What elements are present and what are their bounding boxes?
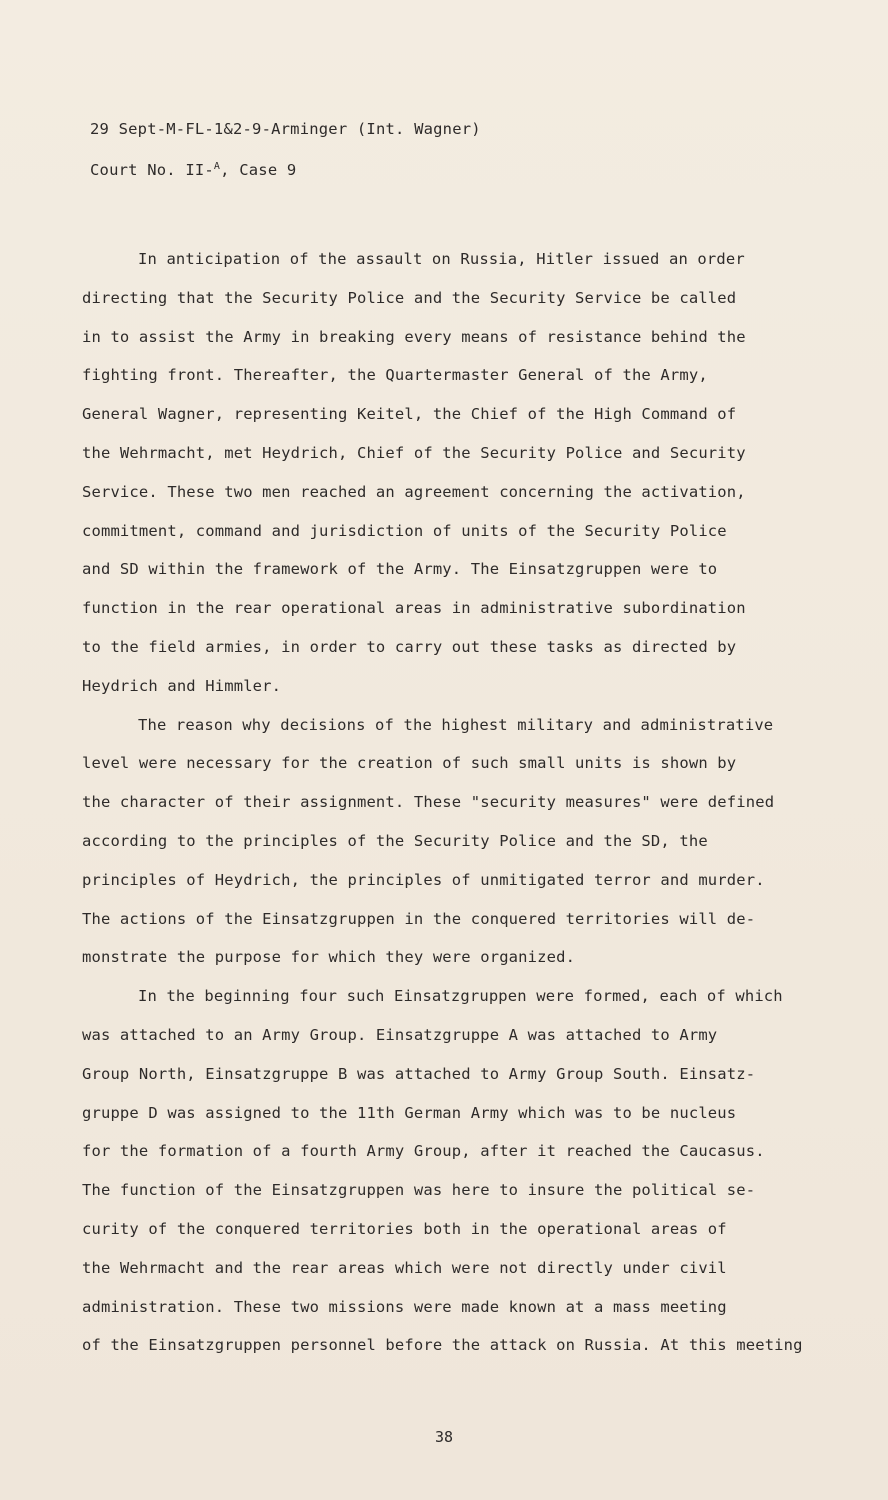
- text-line: In anticipation of the assault on Russia, Hitler issued an order: [138, 250, 745, 268]
- text-line: the character of their assignment. These "security measures" were defined: [82, 793, 775, 812]
- text-line: in to assist the Army in breaking every means of resistance behind the: [82, 327, 746, 346]
- text-line: to the field armies, in order to carry out these tasks as directed by: [82, 637, 737, 656]
- text-line: The actions of the Einsatzgruppen in the conquered territories will de-: [82, 909, 756, 928]
- text-line: the Wehrmacht and the rear areas which were not directly under civil: [82, 1258, 727, 1277]
- text-line: fighting front. Thereafter, the Quartermaster General of the Army,: [82, 366, 708, 385]
- page-number: 38: [434, 1428, 454, 1446]
- text-line: for the formation of a fourth Army Group, after it reached the Caucasus.: [82, 1142, 765, 1161]
- text-line: curity of the conquered territories both in the operational areas of: [82, 1219, 727, 1238]
- text-line: the Wehrmacht, met Heydrich, Chief of the Security Police and Security: [82, 443, 746, 462]
- text-line: monstrate the purpose for which they were organized.: [82, 948, 576, 967]
- text-line: commitment, command and jurisdiction of units of the Security Police: [82, 521, 727, 540]
- text-line: The function of the Einsatzgruppen was here to insure the political se-: [82, 1181, 756, 1200]
- text-line: principles of Heydrich, the principles of unmitigated terror and murder.: [82, 870, 765, 889]
- document-body: [82, 240, 822, 1365]
- paragraph-2: [82, 706, 822, 978]
- court-prefix: Court No. II-: [90, 161, 214, 179]
- text-line: General Wagner, representing Keitel, the Chief of the High Command of: [82, 405, 737, 424]
- text-line: In the beginning four such Einsatzgruppen were formed, each of which: [138, 987, 783, 1006]
- text-line: of the Einsatzgruppen personnel before the attack on Russia. At this meeting: [82, 1336, 803, 1355]
- text-line: and SD within the framework of the Army. The Einsatzgruppen were to: [82, 560, 718, 579]
- text-line: according to the principles of the Security Police and the SD, the: [82, 831, 708, 850]
- court-superscript: A: [213, 161, 221, 172]
- text-line: administration. These two missions were made known at a mass meeting: [82, 1297, 727, 1316]
- document-header: [90, 110, 481, 189]
- header-court-line: [90, 148, 481, 189]
- text-line: Service. These two men reached an agreement concerning the activation,: [82, 482, 746, 501]
- text-line: level were necessary for the creation of such small units is shown by: [82, 754, 737, 773]
- text-line: The reason why decisions of the highest military and administrative: [138, 715, 774, 734]
- text-line: function in the rear operational areas in administrative subordination: [82, 599, 746, 618]
- header-reference-line: 29 Sept-M-FL-1&2-9-Arminger (Int. Wagner): [90, 120, 481, 138]
- text-line: gruppe D was assigned to the 11th German Army which was to be nucleus: [82, 1103, 737, 1122]
- court-suffix: , Case 9: [220, 161, 297, 179]
- text-line: Group North, Einsatzgruppe B was attached to Army Group South. Einsatz-: [82, 1064, 756, 1083]
- text-line: Heydrich and Himmler.: [82, 676, 282, 695]
- paragraph-3: [82, 977, 822, 1365]
- paragraph-1: [82, 240, 822, 706]
- text-line: was attached to an Army Group. Einsatzgruppe A was attached to Army: [82, 1025, 718, 1044]
- text-line: directing that the Security Police and the Security Service be called: [82, 288, 737, 307]
